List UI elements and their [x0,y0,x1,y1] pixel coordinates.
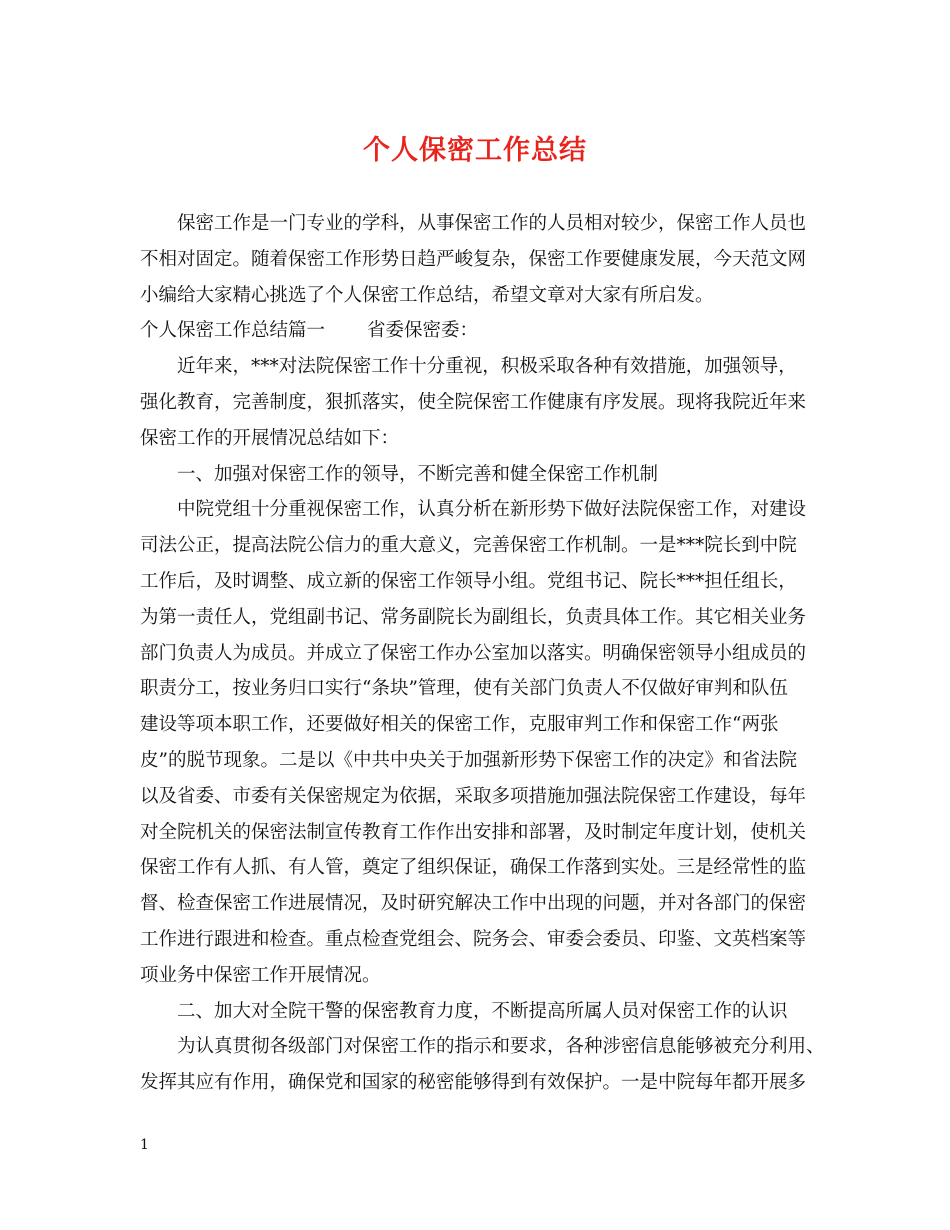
body-line: 强化教育，完善制度，狠抓落实，使全院保密工作健康有序发展。现将我院近年来 [140,391,807,413]
body-line: 不相对固定。随着保密工作形势日趋严峻复杂，保密工作要健康发展，今天范文网 [140,248,807,270]
body-line: 建设等项本职工作，还要做好相关的保密工作，克服审判工作和保密工作“两张 [140,714,779,736]
body-line: 部门负责人为成员。并成立了保密工作办公室加以落实。明确保密领导小组成员的 [140,642,807,664]
body-line: 工作进行跟进和检查。重点检查党组会、院务会、审委会委员、印鉴、文英档案等 [140,928,807,950]
section-heading: 个人保密工作总结篇一 [140,320,326,342]
salutation: 省委保密委： [367,320,479,342]
subheading-line: 一、加强对保密工作的领导，不断完善和健全保密工作机制 [177,463,659,485]
body-line: 皮”的脱节现象。二是以《中共中央关于加强新形势下保密工作的决定》和省法院 [140,749,797,771]
body-line: 司法公正，提高法院公信力的重大意义，完善保密工作机制。一是***院长到中院 [140,535,797,557]
body-line: 督、检查保密工作进展情况，及时研究解决工作中出现的问题，并对各部门的保密 [140,893,807,915]
body-line: 中院党组十分重视保密工作，认真分析在新形势下做好法院保密工作，对建设 [177,499,807,521]
body-line: 为认真贯彻各级部门对保密工作的指示和要求，各种涉密信息能够被充分利用、 [177,1036,825,1058]
document-title: 个人保密工作总结 [363,135,587,166]
body-line: 保密工作有人抓、有人管，奠定了组织保证，确保工作落到实处。三是经常性的监 [140,857,807,879]
body-line: 小编给大家精心挑选了个人保密工作总结，希望文章对大家有所启发。 [140,284,714,306]
body-line: 以及省委、市委有关保密规定为依据，采取多项措施加强法院保密工作建设，每年 [140,785,807,807]
body-line: 发挥其应有作用，确保党和国家的秘密能够得到有效保护。一是中院每年都开展多 [140,1072,807,1094]
body-line: 为第一责任人，党组副书记、常务副院长为副组长，负责具体工作。其它相关业务 [140,606,807,628]
body-line: 对全院机关的保密法制宣传教育工作作出安排和部署，及时制定年度计划，使机关 [140,821,807,843]
body-line: 保密工作是一门专业的学科，从事保密工作的人员相对较少，保密工作人员也 [177,213,807,234]
body-line: 职责分工，按业务归口实行“条块”管理，使有关部门负责人不仅做好审判和队伍 [140,678,788,700]
section-heading-line [140,313,825,349]
body-line: 项业务中保密工作开展情况。 [140,964,381,986]
body-line: 近年来，***对法院保密工作十分重视，积极采取各种有效措施，加强领导， [177,356,797,378]
page-number: 1 [140,1137,149,1153]
body-line: 保密工作的开展情况总结如下： [140,427,400,449]
subheading-line: 二、加大对全院干警的保密教育力度，不断提高所属人员对保密工作的认识 [177,1000,788,1022]
body-line: 工作后，及时调整、成立新的保密工作领导小组。党组书记、院长***担任组长， [140,570,797,592]
document-body [140,206,825,1101]
